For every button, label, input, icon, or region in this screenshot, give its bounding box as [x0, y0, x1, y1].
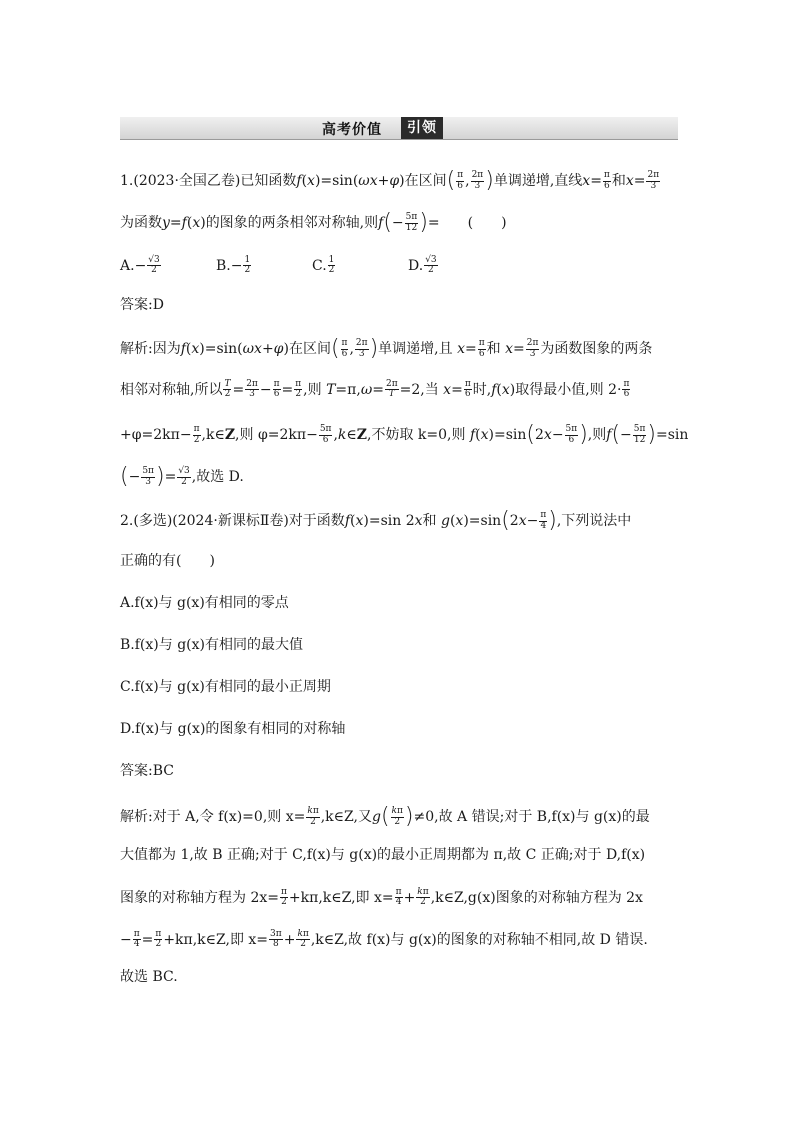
q2-stem-line1: 2.(多选)(2024·新课标Ⅱ卷)对于函数f(x)=sin 2x和 g(x)=sin(2x− $\frac{\pi}{4}$ ),下列说法中 — [120, 508, 632, 533]
q2-option-a: A.f(x)与 g(x)有相同的零点 — [120, 595, 289, 611]
q1-answer: 答案:D — [120, 297, 164, 313]
q2-solution-line1: 解析:对于 A,令 f(x)=0,则 x= $\frac{k\pi}{2}$ ,k∈Z,又g( $\frac{k\pi}{2}$ )≠0,故 A 错误;对于 B,f(x)与 g(x)的最 — [120, 804, 650, 829]
q2-solution-line4: − $\frac{\pi}{4}$ = $\frac{\pi}{2}$ +kπ,k∈Z,即 x= $\frac{3\pi}{8}$ + $\frac{k\pi}{2}$ ,k∈Z,故 f(x)与 g(x)的图象的对称轴不相同,故 D 错误. — [120, 929, 648, 950]
q2-option-d: D.f(x)与 g(x)的图象有相同的对称轴 — [120, 721, 346, 737]
banner-title: 高考价值 — [322, 122, 382, 138]
q1-solution-line4: (− $\frac{5\pi}{3}$ )= $\frac{√3}{2}$ ,故选 D. — [120, 464, 244, 489]
q2-option-c: C.f(x)与 g(x)有相同的最小正周期 — [120, 679, 331, 695]
section-banner — [120, 117, 678, 140]
q1-option-d: D. $\frac{√3}{2}$ — [408, 255, 437, 276]
q1-option-a: A.− $\frac{√3}{2}$ — [120, 255, 160, 276]
q1-solution-line3: +φ=2kπ− $\frac{\pi}{2}$ ,k∈Z,则 φ=2kπ− $\frac{5\pi}{6}$ ,k∈Z,不妨取 k=0,则 f(x)=sin(2x− $\frac{5\pi}{6}$ ),则f(− $\frac{5\pi}{12}$ )=sin — [120, 422, 689, 447]
q2-solution-line3: 图象的对称轴方程为 2x= $\frac{\pi}{2}$ +kπ,k∈Z,即 x= $\frac{\pi}{4}$ + $\frac{k\pi}{2}$ ,k∈Z,g(x)图象的对称轴方程为 2x — [120, 887, 643, 908]
q2-solution-line5: 故选 BC. — [120, 969, 178, 985]
q1-stem-line2: 为函数y=f(x)的图象的两条相邻对称轴,则f(− $\frac{5\pi}{12}$ )= ( ) — [120, 210, 507, 235]
q1-solution-line1: 解析:因为f(x)=sin(ωx+φ)在区间( $\frac{\pi}{6}$ , $\frac{2\pi}{3}$ )单调递增,且 x= $\frac{\pi}{6}$ 和 x= $\frac{2\pi}{3}$ 为函数图象的两条 — [120, 336, 653, 361]
q1-stem-line1: 1.(2023·全国乙卷)已知函数f(x)=sin(ωx+φ)在区间( $\frac{\pi}{6}$ , $\frac{2\pi}{3}$ )单调递增,直线x= $\frac{\pi}{6}$ 和x= $\frac{2\pi}{3}$ — [120, 168, 660, 193]
q2-solution-line2: 大值都为 1,故 B 正确;对于 C,f(x)与 g(x)的最小正周期都为 π,故 C 正确;对于 D,f(x) — [120, 847, 646, 863]
q1-solution-line2: 相邻对称轴,所以 $\frac{T}{2}$ = $\frac{2\pi}{3}$ − $\frac{\pi}{6}$ = $\frac{\pi}{2}$ ,则 T=π,ω= $\frac{2\pi}{T}$ =2,当 x= $\frac{\pi}{6}$ 时,f(x)取得最小值,则 2· $\frac{\pi}{6}$ — [120, 379, 630, 400]
q2-option-b: B.f(x)与 g(x)有相同的最大值 — [120, 637, 303, 653]
q2-answer: 答案:BC — [120, 763, 174, 779]
q1-option-b: B.− $\frac{1}{2}$ — [216, 255, 251, 276]
q1-option-c: C. $\frac{1}{2}$ — [312, 255, 335, 276]
banner-tag: 引领 — [401, 117, 443, 139]
q2-stem-line2: 正确的有( ) — [120, 553, 215, 569]
